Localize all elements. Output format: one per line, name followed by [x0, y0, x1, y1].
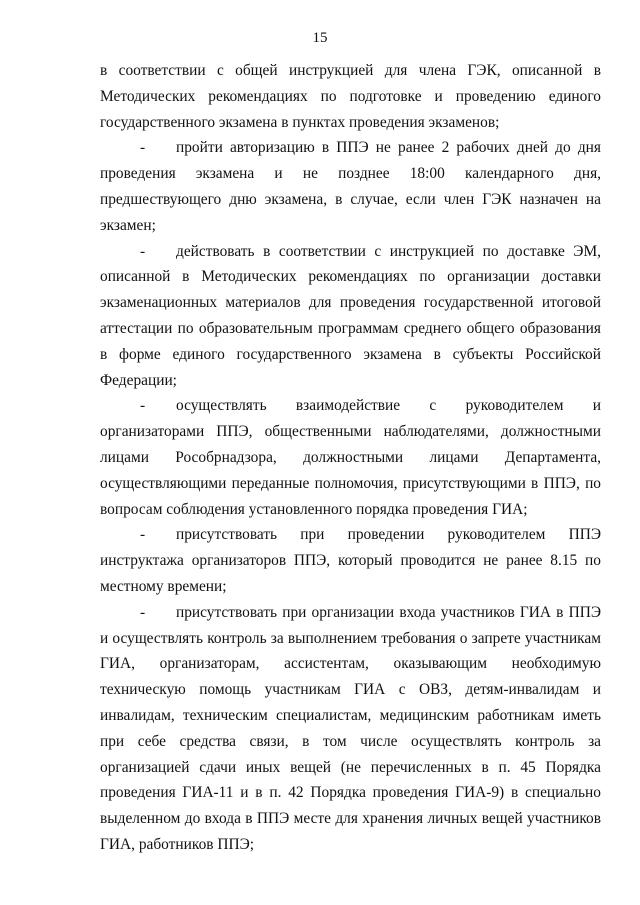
list-bullet: - — [140, 526, 146, 544]
list-bullet: - — [140, 397, 146, 415]
list-bullet: - — [140, 603, 146, 621]
list-item-text: действовать в соответствии с инструкцией по доставке ЭМ, описанной в Методических рекомендациях по организации доставки экзаменационных материалов для проведения государственной итоговой аттестации по образовательным программам среднего общего образования в форме единого государственного экзамена в субъекты Российской Федерации; — [100, 242, 601, 389]
paragraph-text: в соответствии с общей инструкцией для члена ГЭК, описанной в Методических рекомендациях по подготовке и проведению единого государственного экзамена в пунктах проведения экзаменов; — [100, 62, 601, 131]
list-item — [100, 135, 601, 238]
list-item-text: присутствовать при проведении руководителем ППЭ инструктажа организаторов ППЭ, который проводится не ранее 8.15 по местному времени; — [100, 526, 601, 595]
list-item — [100, 600, 601, 858]
list-bullet: - — [140, 139, 146, 157]
list-item — [100, 393, 601, 522]
list-item-text: присутствовать при организации входа участников ГИА в ППЭ и осуществлять контроль за выполнением требования о запрете участникам ГИА, организаторам, ассистентам, оказывающим необходимую техническую помощь участникам ГИА с ОВЗ, детям-инвалидам и инвалидам, техническим специалистам, медицинским работникам иметь при себе средства связи, в том числе осуществлять контроль за организацией сдачи иных вещей (не перечисленных в п. 45 Порядка проведения ГИА-11 и в п. 42 Порядка проведения ГИА-9) в специально выделенном до входа в ППЭ месте для хранения личных вещей участников ГИА, работников ППЭ; — [100, 603, 601, 853]
page-number: 15 — [312, 30, 328, 46]
paragraph-continuation — [100, 58, 601, 135]
list-item-text: осуществлять взаимодействие с руководителем и организаторами ППЭ, общественными наблюдателями, должностными лицами Рособрнадзора, должностными лицами Департамента, осуществляющими переданные полномочия, присутствующими в ППЭ, по вопросам соблюдения установленного порядка проведения ГИА; — [100, 397, 601, 518]
list-item — [100, 239, 601, 394]
list-item — [100, 522, 601, 599]
document-body — [100, 58, 601, 858]
list-bullet: - — [140, 242, 146, 260]
list-item-text: пройти авторизацию в ППЭ не ранее 2 рабочих дней до дня проведения экзамена и не позднее 18:00 календарного дня, предшествующего дню экзамена, в случае, если член ГЭК назначен на экзамен; — [100, 139, 601, 234]
